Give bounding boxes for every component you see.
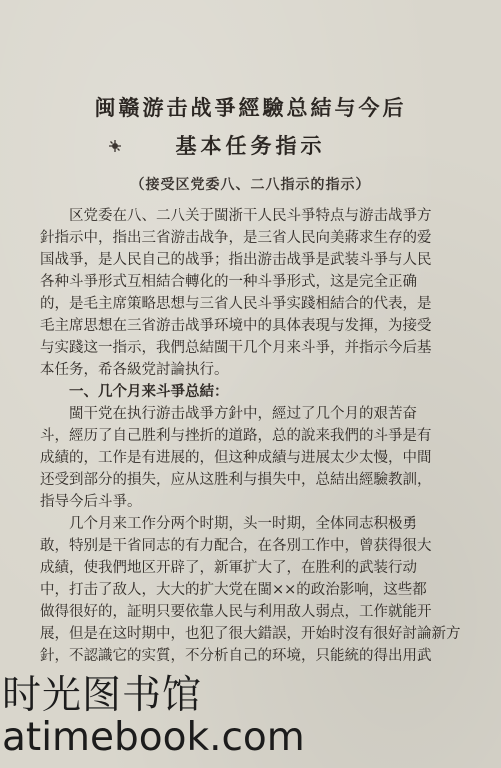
paragraph-line: 展，但是在这时期中，也犯了很大錯誤，开始时沒有很好討論新方 (40, 626, 461, 642)
paragraph-line: 本任务，希各級党討論执行。 (40, 362, 229, 378)
paragraph-line: 成績的，工作是有进展的，但这种成績与进展太少太慢，中間 (40, 450, 432, 466)
paragraph-line: 与实踐这一指示，我們总結閩干几个月来斗爭，并指示今后基 (40, 340, 432, 356)
paragraph-line: 毛主席思想在三省游击战爭环境中的具体表現与发揮，为接受 (40, 318, 432, 334)
paragraph-line: 指导今后斗爭。 (40, 494, 142, 510)
paragraph-line: 中，打击了敌人，大大的扩大党在閩××的政治影响，这些都 (40, 582, 427, 598)
paragraph-line: 国战爭，是人民自己的战爭；指出游击战爭是武装斗爭与人民 (40, 252, 432, 268)
paragraph-line: 針，不認識它的实質，不分析自己的环境，只能統的得出用武 (40, 648, 432, 664)
paragraph-line: 敢，特别是干省同志的有力配合，在各別工作中，曾获得很大 (40, 538, 432, 554)
document-title-line2: 基本任务指示 (175, 133, 326, 158)
paragraph-line: 还受到部分的損失，应从这胜利与損失中，总結出經驗教訓， (40, 472, 432, 488)
document-title-line1: 闽赣游击战爭經驗总結与今后 (94, 95, 407, 120)
paragraph-line: 閩干党在执行游击战爭方針中，經过了几个月的艰苦奋 (69, 406, 417, 422)
watermark-site-name: 时光图书馆 (2, 673, 203, 718)
paragraph-line: 針指示中，指出三省游击战争，是三省人民向美蔣求生存的爱 (40, 230, 432, 246)
document-body (40, 205, 470, 667)
paragraph-line: 几个月来工作分两个时期，头一时期，全体同志积极勇 (69, 516, 417, 532)
paragraph-line: 成績，使我們地区开辟了，新軍扩大了，在胜利的武装行动 (40, 560, 417, 576)
document-subtitle: （接受区党委八、二八指示的指示） (130, 177, 371, 193)
paragraph-line: 各种斗爭形式互相結合轉化的一种斗爭形式，这是完全正确 (40, 274, 417, 290)
paragraph-line: 的，是毛主席策略思想与三省人民斗爭实踐相結合的代表，是 (40, 296, 432, 312)
watermark-site-domain: atimebook.com (2, 715, 305, 760)
paragraph-line: 做得很好的，証明只要依靠人民与利用敌人弱点，工作就能开 (40, 604, 432, 620)
paragraph-line: 斗，經历了自己胜利与挫折的道路，总的說来我們的斗爭是有 (40, 428, 432, 444)
section-heading: 一、几个月来斗爭总結： (69, 383, 229, 400)
paragraph-line: 区党委在八、二八关于閩浙干人民斗爭特点与游击战爭方 (69, 208, 432, 224)
